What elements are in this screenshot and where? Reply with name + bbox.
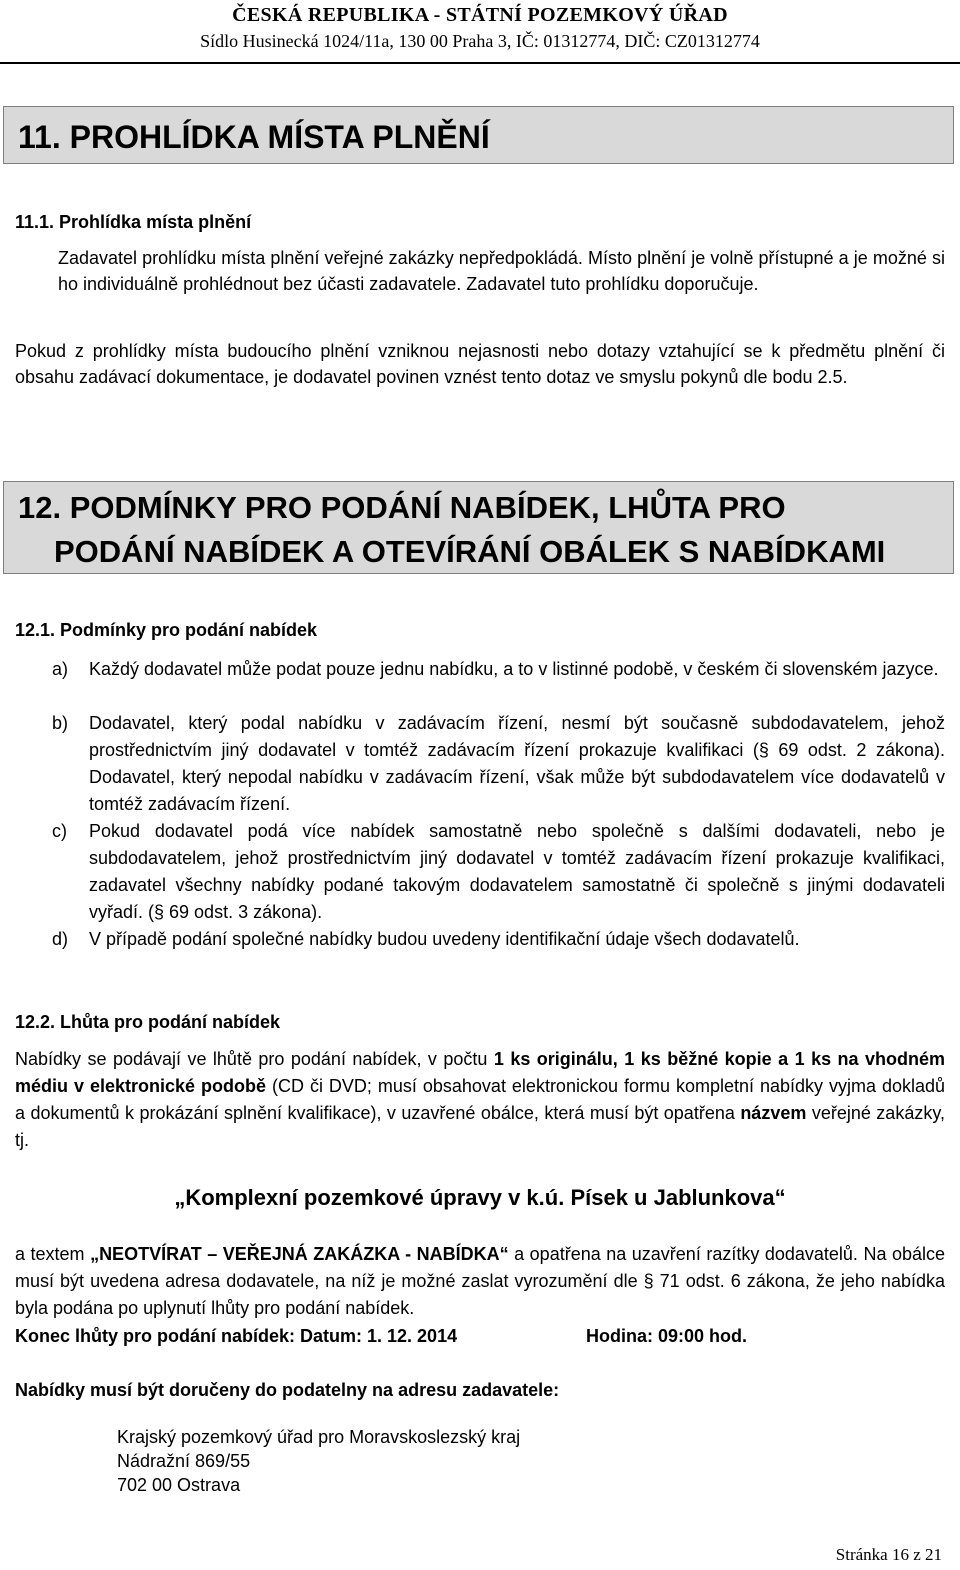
page-number: Stránka 16 z 21	[835, 1545, 942, 1564]
list-item	[52, 656, 945, 683]
list-item-text: Dodavatel, který podal nabídku v zadávacím řízení, nesmí být současně subdodavatelem, jehož prostřednictvím jiný dodavatel v tomtéž zadávacím řízení prokazuje kvalifikaci (§ 69 odst. 2 zákona). Dodavatel, který nepodal nabídku v zadávacím řízení, však může být subdodavatelem více dodavatelů v tomtéž zadávacím řízení.	[89, 713, 945, 814]
header-rule	[0, 62, 960, 64]
list-marker: a)	[52, 659, 69, 679]
list-item	[52, 710, 945, 818]
list-item-text: Pokud dodavatel podá více nabídek samostatně nebo společně s dalšími dodavateli, nebo je subdodavatelem, jehož prostřednictvím jiný dodavatel v tomtéž zadávacím řízení prokazuje kvalifikaci, zadavatel všechny nabídky podané takovým dodavatelem samostatně či společně s jinými dodavateli vyřadí. (§ 69 odst. 3 zákona).	[89, 821, 945, 922]
section-11-1-title: 11.1. Prohlídka místa plnění	[15, 212, 252, 232]
submission-text-3: veřejné zakázky, tj.	[15, 1103, 945, 1150]
delivery-address	[117, 1425, 520, 1497]
list-item-text: Každý dodavatel může podat pouze jednu nabídku, a to v listinné podobě, v českém či slovenském jazyce.	[89, 659, 939, 679]
deadline-time: Hodina: 09:00 hod.	[586, 1326, 748, 1346]
delivery-label: Nabídky musí být doručeny do podatelny na adresu zadavatele:	[15, 1380, 560, 1400]
envelope-paragraph	[15, 1241, 945, 1322]
submission-paragraph	[15, 1046, 945, 1154]
section-12-1-title: 12.1. Podmínky pro podání nabídek	[15, 620, 318, 640]
section-12-heading-line2: PODÁNÍ NABÍDEK A OTEVÍRÁNÍ OBÁLEK S NABÍDKAMI	[54, 534, 886, 569]
submission-copies: 1 ks originálu, 1 ks běžné kopie a 1 ks na vhodném médiu v elektronické podobě	[15, 1049, 946, 1096]
header-address: Sídlo Husinecká 1024/11a, 130 00 Praha 3, IČ: 01312774, DIČ: CZ01312774	[200, 31, 760, 51]
envelope-text: a textem	[15, 1244, 91, 1264]
section-11-heading: 11. PROHLÍDKA MÍSTA PLNĚNÍ	[3, 106, 954, 164]
list-marker: d)	[52, 929, 69, 949]
envelope-label: „NEOTVÍRAT – VEŘEJNÁ ZAKÁZKA - NABÍDKA“	[90, 1244, 509, 1264]
section-12-heading-line1: 12. PODMÍNKY PRO PODÁNÍ NABÍDEK, LHŮTA PRO	[18, 490, 786, 525]
list-item-text: V případě podání společné nabídky budou uvedeny identifikační údaje všech dodavatelů.	[89, 929, 800, 949]
submission-text: Nabídky se podávají ve lhůtě pro podání nabídek, v počtu	[15, 1049, 494, 1069]
envelope-text-2: a opatřena na uzavření razítky dodavatelů. Na obálce musí být uvedena adresa dodavatele, na níž je možné zaslat vyrozumění dle § 71 odst. 6 zákona, že jeho nabídka byla podána po uplynutí lhůty pro podání nabídek.	[15, 1244, 946, 1318]
address-line: Krajský pozemkový úřad pro Moravskoslezský kraj	[117, 1427, 521, 1447]
section-12-2-title: 12.2. Lhůta pro podání nabídek	[15, 1012, 281, 1032]
section-11-paragraph-1: Zadavatel prohlídku místa plnění veřejné zakázky nepředpokládá. Místo plnění je volně přístupné a je možné si ho individuálně prohlédnout bez účasti zadavatele. Zadavatel tuto prohlídku doporučuje.	[58, 248, 945, 294]
deadline-date: Konec lhůty pro podání nabídek: Datum: 1. 12. 2014	[15, 1326, 458, 1346]
submission-name-word: názvem	[740, 1103, 807, 1123]
list-marker: b)	[52, 713, 69, 733]
header-authority: ČESKÁ REPUBLIKA - STÁTNÍ POZEMKOVÝ ÚŘAD	[232, 4, 728, 26]
section-12-heading	[3, 481, 954, 574]
section-11-paragraph-2: Pokud z prohlídky místa budoucího plnění vzniknou nejasnosti nebo dotazy vztahující se k předmětu plnění či obsahu zadávací dokumentace, je dodavatel povinen vznést tento dotaz ve smyslu pokynů dle bodu 2.5.	[15, 341, 945, 387]
submission-text-2: (CD či DVD; musí obsahovat elektronickou formu kompletní nabídky vyjma dokladů a dokumentů k prokázání splnění kvalifikace), v uzavřené obálce, která musí být opatřena	[15, 1076, 946, 1123]
list-item	[52, 818, 945, 926]
project-title: „Komplexní pozemkové úpravy v k.ú. Písek u Jablunkova“	[174, 1185, 786, 1210]
list-item	[52, 926, 945, 953]
list-marker: c)	[52, 821, 67, 841]
address-line: 702 00 Ostrava	[117, 1475, 241, 1495]
address-line: Nádražní 869/55	[117, 1451, 251, 1471]
